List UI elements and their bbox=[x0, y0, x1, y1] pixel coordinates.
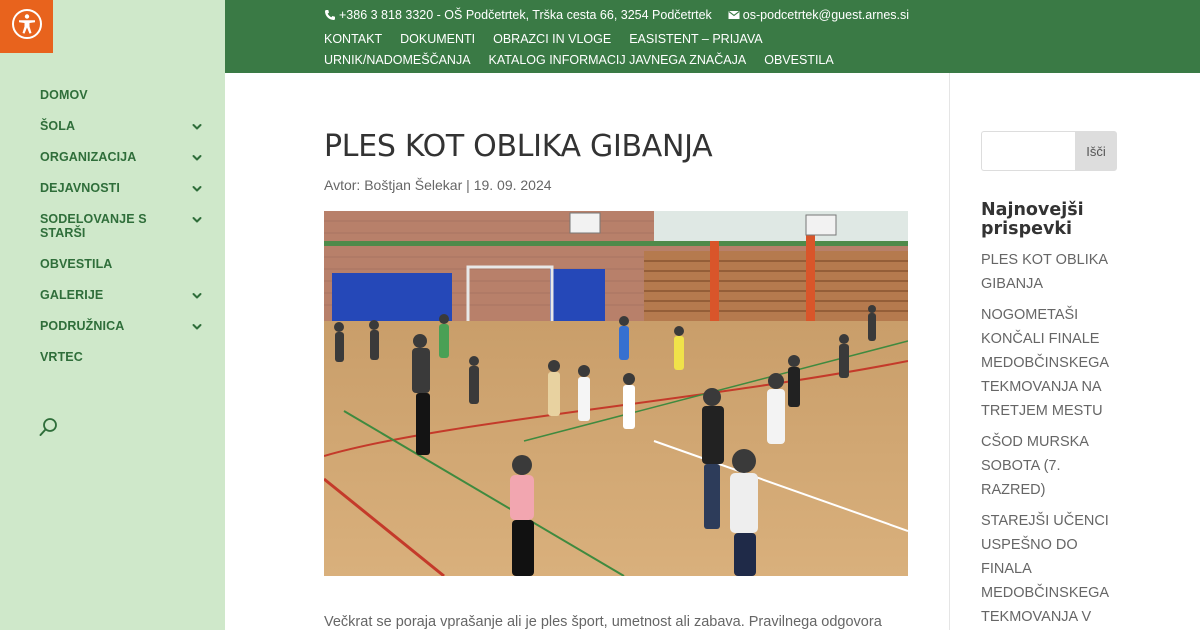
sidebar-item-label: DOMOV bbox=[40, 88, 88, 102]
sidebar-item-4[interactable] bbox=[40, 212, 205, 240]
main-content bbox=[324, 73, 910, 630]
top-nav-link-0[interactable]: KONTAKT bbox=[324, 32, 383, 46]
recent-posts-title: Najnovejši prispevki bbox=[981, 200, 1084, 239]
chevron-down-icon[interactable] bbox=[191, 320, 203, 332]
sidebar-item-label: SODELOVANJE S STARŠI bbox=[40, 212, 147, 240]
author-link[interactable]: Boštjan Šelekar bbox=[364, 177, 463, 193]
phone-icon bbox=[324, 9, 336, 21]
search-button[interactable]: Išči bbox=[1075, 131, 1117, 171]
envelope-icon bbox=[728, 9, 740, 21]
chevron-down-icon[interactable] bbox=[191, 151, 203, 163]
recent-post-link[interactable]: STAREJŠI UČENCI USPEŠNO DO FINALA MEDOBČINSKEGA TEKMOVANJA V bbox=[981, 513, 1109, 625]
top-nav bbox=[324, 29, 944, 71]
sidebar-item-label: ŠOLA bbox=[40, 119, 76, 133]
email-text: os-podcetrtek@guest.arnes.si bbox=[742, 8, 910, 22]
sidebar-item-label: OBVESTILA bbox=[40, 257, 113, 271]
featured-image[interactable] bbox=[324, 211, 908, 576]
recent-post-link[interactable]: PLES KOT OBLIKA GIBANJA bbox=[981, 252, 1108, 292]
author-prefix: Avtor: bbox=[324, 177, 365, 193]
top-nav-link-5[interactable]: KATALOG INFORMACIJ JAVNEGA ZNAČAJA bbox=[488, 53, 747, 67]
top-header bbox=[225, 0, 1200, 73]
sidebar-item-label: DEJAVNOSTI bbox=[40, 181, 120, 195]
right-sidebar bbox=[981, 131, 1121, 636]
top-nav-link-2[interactable]: OBRAZCI IN VLOGE bbox=[493, 32, 612, 46]
accessibility-button[interactable] bbox=[0, 0, 53, 53]
search-input[interactable] bbox=[981, 131, 1075, 171]
recent-post-link[interactable]: NOGOMETAŠI KONČALI FINALE MEDOBČINSKEGA TEKMOVANJA NA TRETJEM MESTU bbox=[981, 307, 1109, 419]
sidebar-item-1[interactable] bbox=[40, 119, 205, 133]
sidebar bbox=[0, 0, 225, 630]
top-nav-link-4[interactable]: URNIK/NADOMEŠČANJA bbox=[324, 53, 471, 67]
sidebar-item-7[interactable] bbox=[40, 319, 205, 333]
sidebar-search-form bbox=[981, 131, 1121, 171]
search-icon[interactable] bbox=[38, 416, 60, 438]
sidebar-item-label: PODRUŽNICA bbox=[40, 319, 125, 333]
sidebar-item-6[interactable] bbox=[40, 288, 205, 302]
sidebar-item-2[interactable] bbox=[40, 150, 205, 164]
chevron-down-icon[interactable] bbox=[191, 120, 203, 132]
meta-separator: | bbox=[462, 177, 474, 193]
sidebar-nav bbox=[40, 88, 205, 381]
post-meta bbox=[324, 177, 910, 193]
sidebar-item-8[interactable] bbox=[40, 350, 205, 364]
top-nav-link-3[interactable]: EASISTENT – PRIJAVA bbox=[629, 32, 763, 46]
recent-posts-list bbox=[981, 248, 1121, 629]
sidebar-item-0[interactable] bbox=[40, 88, 205, 102]
sidebar-item-3[interactable] bbox=[40, 181, 205, 195]
post-title: PLES KOT OBLIKA GIBANJA bbox=[324, 129, 713, 164]
post-date: 19. 09. 2024 bbox=[473, 177, 552, 193]
top-nav-link-1[interactable]: DOKUMENTI bbox=[400, 32, 476, 46]
chevron-down-icon[interactable] bbox=[191, 289, 203, 301]
accessibility-icon bbox=[11, 8, 43, 45]
post-excerpt: Večkrat se poraja vprašanje ali je ples šport, umetnost ali zabava. Pravilnega odgovora bbox=[324, 614, 882, 630]
sidebar-divider bbox=[949, 73, 950, 630]
chevron-down-icon[interactable] bbox=[191, 182, 203, 194]
top-nav-link-6[interactable]: OBVESTILA bbox=[764, 53, 834, 67]
email-link[interactable] bbox=[728, 8, 909, 22]
phone-address-text: +386 3 818 3320 - OŠ Podčetrtek, Trška cesta 66, 3254 Podčetrtek bbox=[339, 8, 712, 22]
sidebar-item-label: GALERIJE bbox=[40, 288, 104, 302]
sidebar-item-label: VRTEC bbox=[40, 350, 83, 364]
chevron-down-icon[interactable] bbox=[191, 213, 203, 225]
sidebar-item-label: ORGANIZACIJA bbox=[40, 150, 137, 164]
recent-post-link[interactable]: CŠOD MURSKA SOBOTA (7. RAZRED) bbox=[981, 434, 1089, 498]
sidebar-item-5[interactable] bbox=[40, 257, 205, 271]
contact-info bbox=[324, 8, 909, 22]
